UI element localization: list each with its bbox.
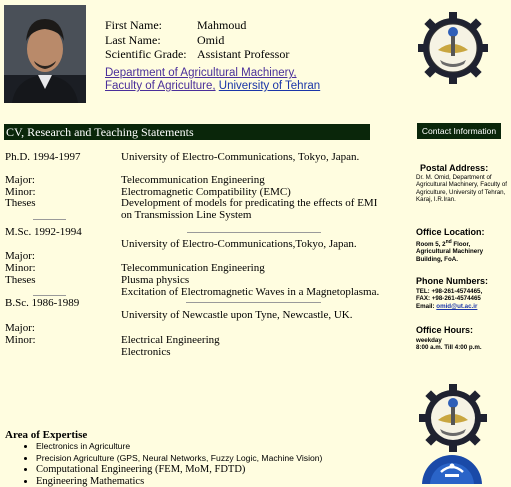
- expertise-list: [22, 441, 322, 487]
- list-item: • Engineering Mathematics: [36, 476, 322, 487]
- grade-label: Scientific Grade:: [105, 47, 197, 62]
- faculty-link[interactable]: Faculty of Agriculture,: [105, 80, 216, 92]
- office-floor-sup: nd: [446, 239, 452, 245]
- msc-theses-label: Theses: [5, 274, 36, 287]
- gear-emblem-icon: [418, 10, 488, 86]
- phd-university: University of Electro-Communications, Tokyo, Japan.: [121, 151, 359, 164]
- phd-theses-line1: Development of models for predicating the effects of EMI: [121, 197, 377, 210]
- phd-major-label: Major:: [5, 174, 35, 187]
- phd-theses-label: Theses: [5, 197, 36, 210]
- tel-number: TEL: +98-261-4574465,: [416, 288, 482, 295]
- last-name-value: Omid: [197, 33, 224, 47]
- cv-section-header: CV, Research and Teaching Statements: [4, 124, 370, 140]
- bsc-minor-line1: Electrical Engineering: [121, 334, 220, 347]
- msc-minor: Telecommunication Engineering: [121, 262, 265, 275]
- office-building-line2: Building, FoA.: [416, 256, 458, 263]
- phone-numbers-title: Phone Numbers:: [416, 276, 488, 287]
- postal-address-title: Postal Address:: [420, 163, 488, 174]
- phd-theses-line2: on Transmission Line System: [121, 209, 252, 222]
- postal-address-text: Dr. M. Omid, Department of Agricultural Machinery, Faculty of Agriculture, University of Tehran, Karaj, I.R.Iran.: [416, 174, 508, 203]
- bsc-university: University of Newcastle upon Tyne, Newcastle, UK.: [121, 309, 353, 322]
- bsc-degree: B.Sc. 1986-1989: [5, 297, 79, 310]
- divider: [187, 232, 321, 233]
- phone-numbers-text: [416, 288, 508, 310]
- university-link[interactable]: University of Tehran: [219, 80, 320, 92]
- faculty-line: [105, 80, 320, 92]
- last-name-row: [105, 33, 224, 48]
- faculty-logo: [418, 383, 488, 453]
- bsc-major-label: Major:: [5, 322, 35, 335]
- contact-info-header: Contact Information: [417, 123, 501, 139]
- msc-extra: Excitation of Electromagnetic Waves in a Magnetoplasma.: [121, 286, 379, 299]
- last-name-label: Last Name:: [105, 33, 197, 48]
- email-link[interactable]: omid@ut.ac.ir: [436, 303, 477, 310]
- first-name-value: Mahmoud: [197, 18, 246, 32]
- office-room: Room 5, 2: [416, 241, 446, 248]
- portrait-image: [4, 5, 86, 103]
- list-item: • Computational Engineering (FEM, MoM, FDTD): [36, 464, 322, 476]
- university-logo: [418, 10, 488, 86]
- list-item: • Electronics in Agriculture: [36, 441, 322, 453]
- first-name-row: [105, 18, 246, 33]
- office-hours-day: weekday: [416, 337, 442, 344]
- email-label: Email:: [416, 303, 436, 310]
- msc-theses: Plusma physics: [121, 274, 189, 287]
- bsc-minor-line2: Electronics: [121, 346, 170, 359]
- bsc-minor-label: Minor:: [5, 334, 36, 347]
- office-hours-time: 8:00 a.m. Till 4:00 p.m.: [416, 344, 482, 351]
- fax-number: FAX: +98-261-4574465: [416, 295, 481, 302]
- divider: [186, 302, 321, 303]
- list-item: • Precision Agriculture (GPS, Neural Networks, Fuzzy Logic, Machine Vision): [36, 453, 322, 465]
- phd-minor-label: Minor:: [5, 186, 36, 199]
- phd-minor: Electromagnetic Compatibility (EMC): [121, 186, 291, 199]
- expertise-title: Area of Expertise: [5, 429, 87, 441]
- msc-university: University of Electro-Communications,Tokyo, Japan.: [121, 238, 357, 251]
- office-floor: Floor,: [452, 241, 471, 248]
- office-location-text: [416, 239, 508, 263]
- msc-major-label: Major:: [5, 250, 35, 263]
- divider: [33, 219, 66, 220]
- office-hours-text: [416, 337, 508, 352]
- profile-photo: [4, 5, 86, 103]
- office-location-title: Office Location:: [416, 227, 485, 238]
- divider: [33, 295, 66, 296]
- first-name-label: First Name:: [105, 18, 197, 33]
- msc-minor-label: Minor:: [5, 262, 36, 275]
- department-link[interactable]: Department of Agricultural Machinery,: [105, 67, 297, 79]
- msc-degree: M.Sc. 1992-1994: [5, 226, 82, 239]
- grade-row: [105, 47, 289, 62]
- office-hours-title: Office Hours:: [416, 325, 473, 336]
- grade-value: Assistant Professor: [197, 47, 289, 61]
- office-building-line1: Agricultural Machinery: [416, 248, 483, 255]
- phd-degree: Ph.D. 1994-1997: [5, 151, 80, 164]
- gear-emblem-icon: [418, 383, 488, 453]
- phd-major: Telecommunication Engineering: [121, 174, 265, 187]
